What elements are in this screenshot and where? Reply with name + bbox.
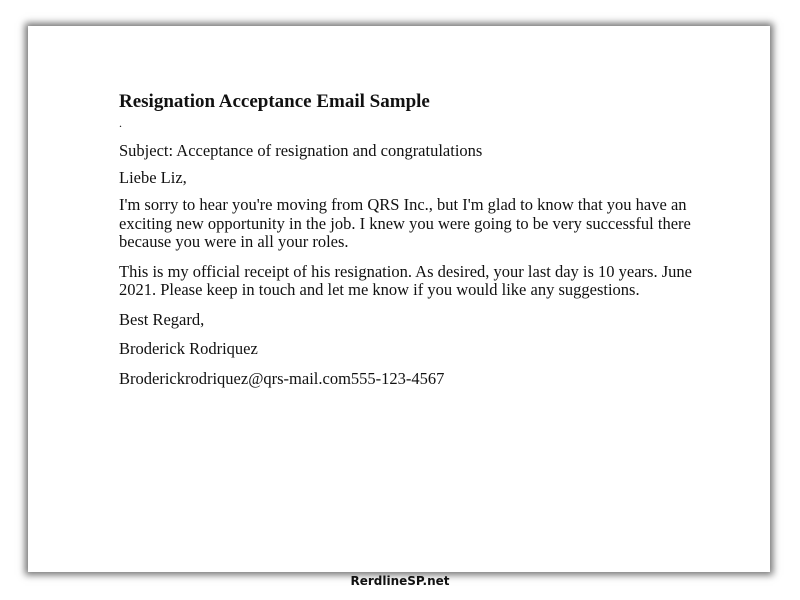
separator-dot: . [119, 116, 122, 130]
email-closing: Best Regard, [119, 309, 205, 329]
document-page [28, 26, 770, 572]
email-subject: Subject: Acceptance of resignation and congratulations [119, 141, 483, 160]
document-title: Resignation Acceptance Email Sample [119, 91, 430, 112]
email-paragraph-2: This is my official receipt of his resignation. As desired, your last day is 10 years. June 2021. Please keep in touch and let me know if you would like any suggestions. [119, 261, 692, 299]
sender-contact: Broderickrodriquez@qrs-mail.com555-123-4567 [119, 368, 445, 388]
sender-name: Broderick Rodriquez [119, 339, 258, 358]
email-greeting: Liebe Liz, [119, 167, 187, 187]
email-paragraph-1: I'm sorry to hear you're moving from QRS Inc., but I'm glad to know that you have an exciting new opportunity in the job. I knew you were going to be very successful there because you were in all your roles. [119, 195, 691, 251]
email-letter [119, 91, 719, 388]
site-watermark: RerdlineSP.net [350, 574, 450, 588]
